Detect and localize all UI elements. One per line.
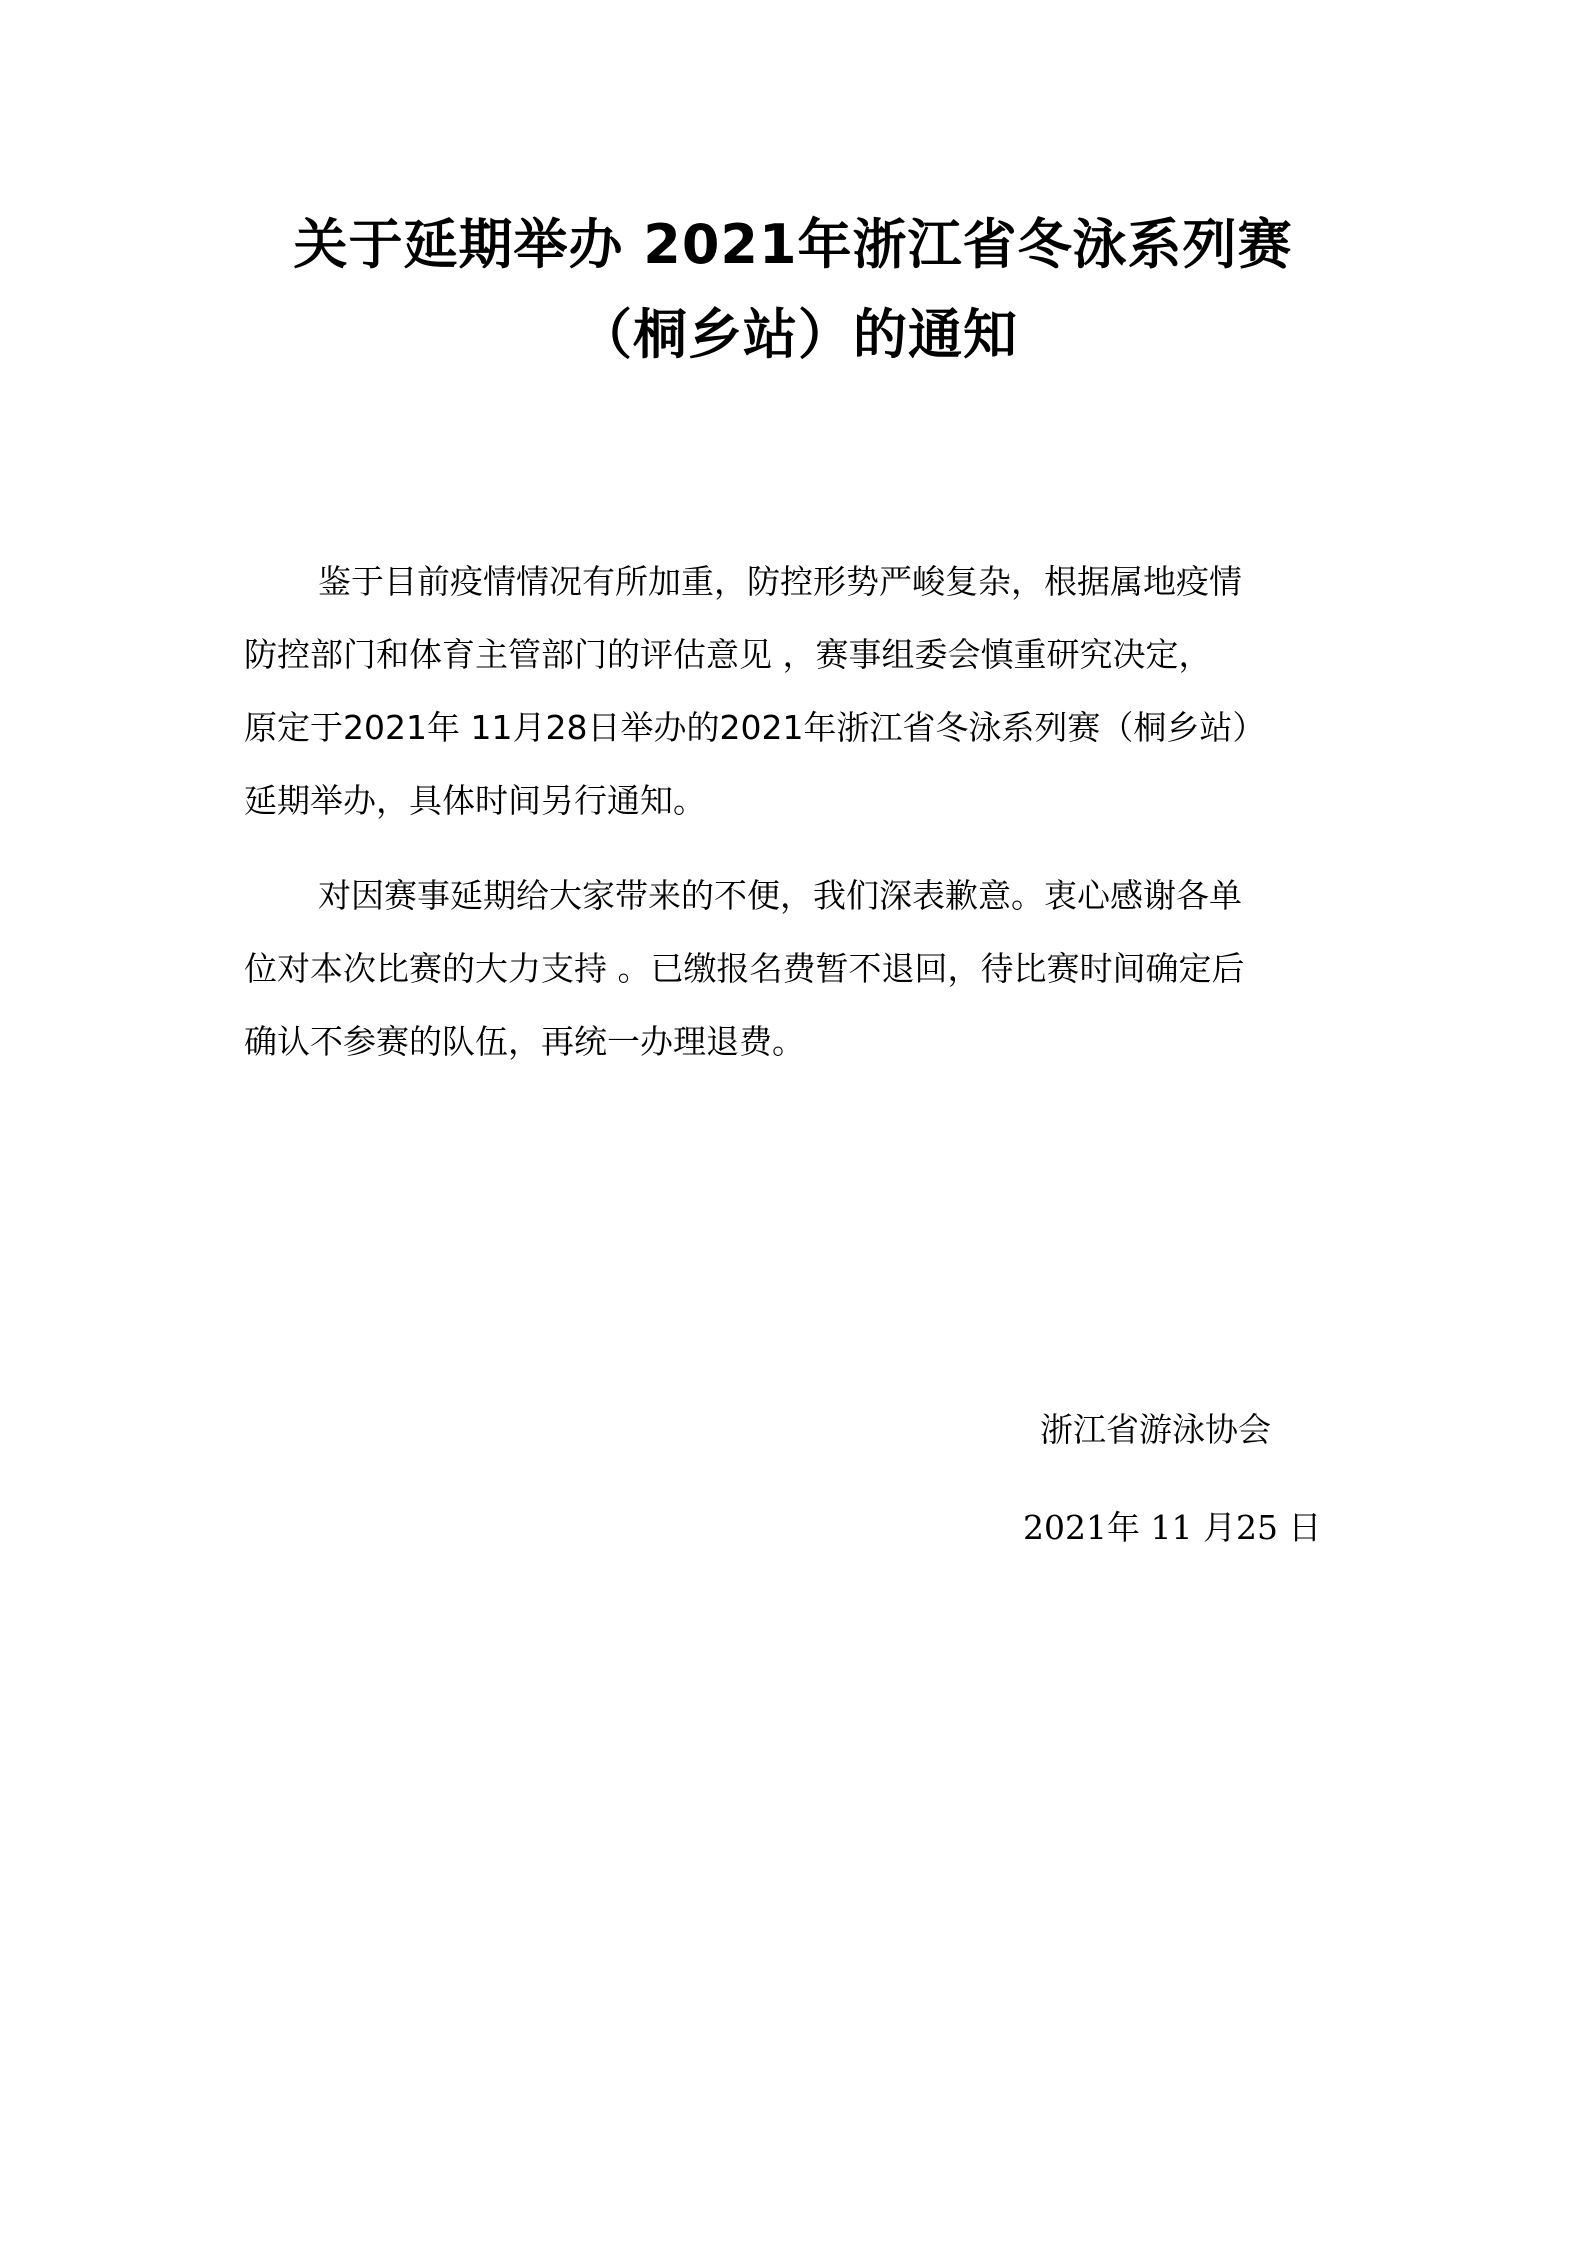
paragraph-2 [244, 859, 1352, 1078]
paragraph-line: 确认不参赛的队伍，再统一办理退费。 [244, 1022, 805, 1061]
paragraph-line: 鉴于目前疫情情况有所加重，防控形势严峻复杂，根据属地疫情 [318, 562, 1242, 601]
title-line-1: 关于延期举办 2021年浙江省冬泳系列赛 [293, 213, 1293, 276]
document-body [244, 545, 1352, 1100]
paragraph-line: 延期举办，具体时间另行通知。 [244, 781, 706, 820]
document-title [0, 200, 1586, 380]
signature-organization: 浙江省游泳协会 [1040, 1410, 1271, 1449]
paragraph-line: 防控部门和体育主管部门的评估意见 ，赛事组委会慎重研究决定， [244, 635, 1212, 674]
paragraph-line: 位对本次比赛的大力支持 。已缴报名费暂不退回，待比赛时间确定后 [244, 949, 1245, 988]
signature-date: 2021年 11 月25 日 [1023, 1508, 1322, 1547]
paragraph-line: 对因赛事延期给大家带来的不便，我们深表歉意。衷心感谢各单 [318, 876, 1242, 915]
paragraph-1 [244, 545, 1352, 837]
paragraph-line: 原定于2021年 11月28日举办的2021年浙江省冬泳系列赛（桐乡站） [244, 708, 1266, 747]
title-line-2: （桐乡站）的通知 [578, 303, 1018, 366]
